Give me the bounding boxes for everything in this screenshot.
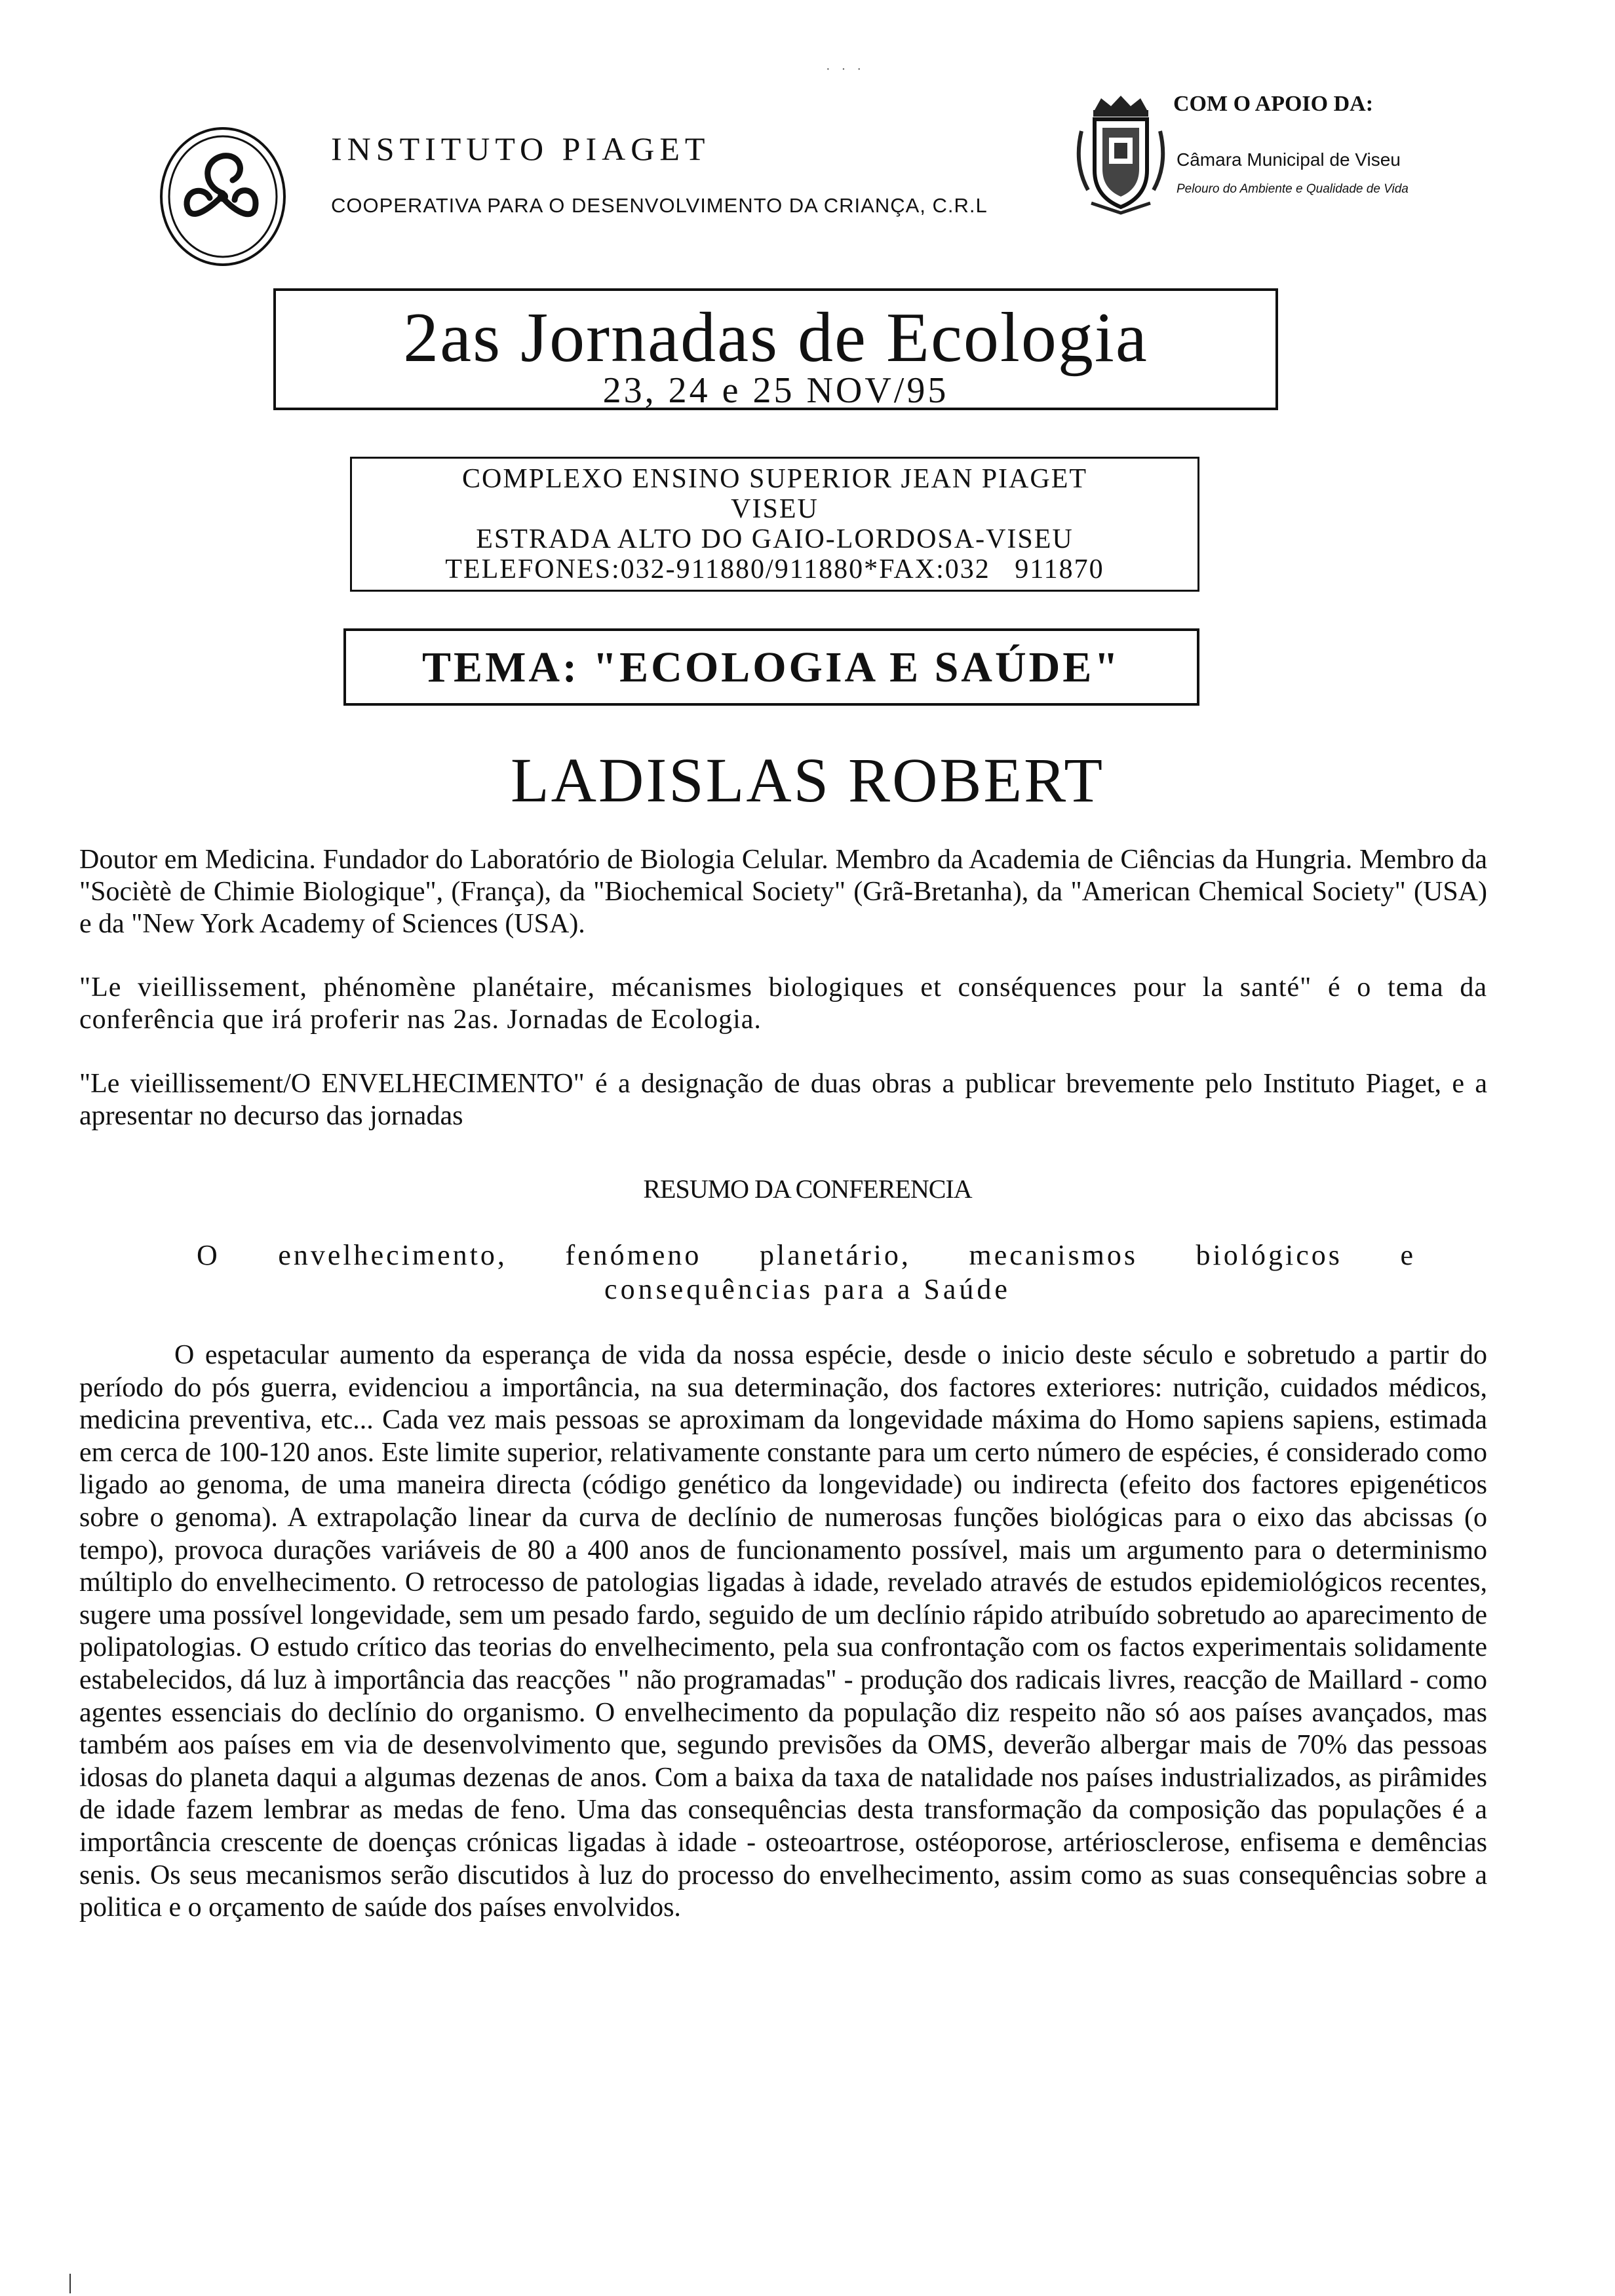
event-title-box (273, 288, 1278, 410)
institute-name: INSTITUTO PIAGET (331, 130, 710, 167)
support-line-1: Câmara Municipal de Viseu (1177, 149, 1401, 170)
resumo-subtitle-line-2: consequências para a Saúde (604, 1273, 1011, 1305)
venue-line: ESTRADA ALTO DO GAIO-LORDOSA-VISEU (476, 524, 1074, 554)
speaker-bio: Doutor em Medicina. Fundador do Laboratório de Biologia Celular. Membro da Academia de Ciências da Hungria. Membro da "Sociètè de Chimie Biologique", (França), da "Biochemical Society" (Grã-Bretanha), da "American Chemical Society" (USA) e da "New York Academy of Sciences (USA). (79, 845, 1487, 939)
institute-subtitle: COOPERATIVA PARA O DESENVOLVIMENTO DA CRIANÇA, C.R.L (331, 194, 988, 217)
resumo-body: O espetacular aumento da esperança de vida da nossa espécie, desde o inicio deste século e sobretudo a partir do período do pós guerra, evidenciou a importância, na sua determinação, dos factores exteriores: nutrição, cuidados médicos, medicina preventiva, etc... Cada vez mais pessoas se aproximam da longevidade máxima do Homo sapiens sapiens, estimada em cerca de 100-120 anos. Este limite superior, relativamente constante para um certo número de espécies, é considerado como ligado ao genoma, de uma maneira directa (código genético da longevidade) ou indirecta (efeito dos factores epigenéticos sobre o genoma). A extrapolação linear da curva de declínio de numerosas funções biológicas para o eixo das abcissas (o tempo), provoca durações variáveis de 80 a 400 anos de funcionamento possível, mais um argumento para o determinismo múltiplo do envelhecimento. O retrocesso de patologias ligadas à idade, revelado através de estudos epidemiológicos recentes, sugere uma possível longevidade, sem um pesado fardo, seguido de um declínio rápido atribuído sobretudo ao aparecimento de polipatologias. O estudo crítico das teorias do envelhecimento, pela sua confrontação com os factos experimentais solidamente estabelecidos, dá luz à importância das reacções " não programadas" - produção dos radicais livres, reacção de Maillard - como agentes essenciais do declínio do organismo. O envelhecimento da população diz respeito não só aos países avançados, mas também aos países em via de desenvolvimento que, segundo previsões da OMS, deverão albergar mais de 70% das pessoas idosas do planeta daqui a algumas dezenas de anos. Com a baixa da taxa de natalidade nos países industrializados, as pirâmides de idade fazem lembrar as medas de feno. Uma das consequências desta transformação da composição das populações é a importância crescente de doenças crónicas ligadas à idade - osteoartrose, ostéoporose, artériosclerose, enfisema e demências senis. Os seus mecanismos serão discutidos à luz do processo do envelhecimento, assim como as suas consequências sobre a politica e o orçamento de saúde dos países envolvidos. (79, 1340, 1487, 1923)
instituto-piaget-logo (157, 124, 288, 269)
scan-edge-mark (69, 2274, 71, 2293)
scan-artifact: · · · (826, 62, 865, 77)
municipal-coat-of-arms (1068, 92, 1173, 216)
venue-line: TELEFONES:032-911880/911880*FAX:032 911870 (445, 554, 1104, 584)
resumo-heading: RESUMO DA CONFERENCIA (643, 1174, 972, 1204)
event-title: 2as Jornadas de Ecologia (403, 299, 1148, 377)
book-note: "Le vieillissement/O ENVELHECIMENTO" é a designação de duas obras a publicar brevemente pelo Instituto Piaget, e a apresentar no decurso das jornadas (79, 1069, 1487, 1131)
resumo-subtitle-line-1: O envelhecimento, fenómeno planetário, mecanismos biológicos e (197, 1239, 1416, 1271)
venue-line: COMPLEXO ENSINO SUPERIOR JEAN PIAGET (461, 464, 1088, 494)
speaker-name: LADISLAS ROBERT (511, 745, 1104, 815)
support-line-2: Pelouro do Ambiente e Qualidade de Vida (1177, 182, 1409, 196)
talk-intro: "Le vieillissement, phénomène planétaire, mécanismes biologiques et conséquences pour la santé" é o tema da conferência que irá proferir nas 2as. Jornadas de Ecologia. (79, 972, 1487, 1035)
venue-box (350, 457, 1199, 592)
theme-text: TEMA: "ECOLOGIA E SAÚDE" (422, 643, 1121, 691)
venue-line: VISEU (731, 494, 819, 524)
event-dates: 23, 24 e 25 NOV/95 (602, 370, 949, 411)
theme-box (343, 628, 1199, 706)
support-title: COM O APOIO DA: (1173, 92, 1374, 116)
